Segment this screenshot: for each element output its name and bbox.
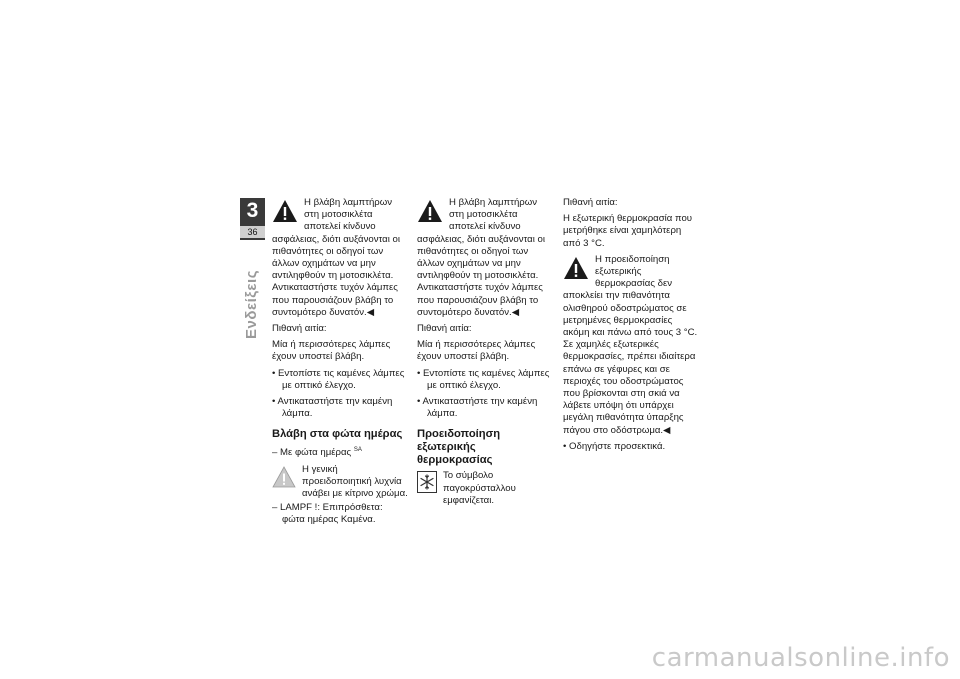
cause-label: Πιθανή αιτία: xyxy=(563,197,618,208)
warning-triangle-icon xyxy=(272,199,298,223)
dash-item: – LAMPF !: Επιπρόσθετα: φώτα ημέρας Καμένα. xyxy=(272,501,383,526)
list-item: • Εντοπίστε τις καμένες λάμπες με οπτικό έλεγχο. xyxy=(417,367,550,391)
list-item: • Αντικαταστήστε την καμένη λάμπα. xyxy=(272,396,393,420)
general-warning-light-icon xyxy=(272,466,296,488)
list-item: • Αντικαταστήστε την καμένη λάμπα. xyxy=(417,396,538,420)
warning-block xyxy=(563,254,699,437)
warning-text: Η βλάβη λαμπτήρων στη μοτοσικλέτα αποτελεί κίνδυνο ασφάλειας, διότι αυξάνονται οι πιθανότητες οι οδηγοί των άλλων οχημάτων να μην αντιληφθούν τη μοτοσικλέτα. Αντικαταστήστε τυχόν λάμπες που παρουσιάζουν βλάβη το συντομότερο δυνατόν.◀ xyxy=(272,197,400,318)
column-2 xyxy=(417,197,553,511)
cause-text: Μία ή περισσότερες λάμπες έχουν υποστεί βλάβη. xyxy=(417,339,536,363)
watermark: carmanualsonline.info xyxy=(651,643,950,673)
cause-text: Η εξωτερική θερμοκρασία που μετρήθηκε είναι χαμηλότερη από 3 °C. xyxy=(563,213,693,249)
column-3 xyxy=(563,197,699,457)
section-heading: Προειδοποίηση εξωτερικής θερμοκρασίας xyxy=(417,428,501,467)
warning-text: Η βλάβη λαμπτήρων στη μοτοσικλέτα αποτελεί κίνδυνο ασφάλειας, διότι αυξάνονται οι πιθανότητες οι οδηγοί των άλλων οχημάτων να μην αντιληφθούν τη μοτοσικλέτα. Αντικαταστήστε τυχόν λάμπες που παρουσιάζουν βλάβη το συντομότερο δυνατόν.◀ xyxy=(417,197,545,318)
warning-triangle-icon xyxy=(563,256,589,280)
snowflake-icon xyxy=(417,471,437,493)
cause-text: Μία ή περισσότερες λάμπες έχουν υποστεί βλάβη. xyxy=(272,339,391,363)
cause-label: Πιθανή αιτία: xyxy=(272,323,327,335)
snow-text: Το σύμβολο παγοκρύσταλλου εμφανίζεται. xyxy=(443,470,516,506)
general-warning-block xyxy=(272,464,408,502)
column-1 xyxy=(272,197,408,530)
warning-text: Η προειδοποίηση εξωτερικής θερμοκρασίας δεν αποκλείει την πιθανότητα ολισθηρού οδοστρώματος σε μετρημένες θερμοκρασίες ακόμη και πάνω από τους 3 °C. Σε χαμηλές εξωτερικές θερμοκρασίες, πρέπει ιδιαίτερα επάνω σε γέφυρες και σε περιοχές του οδοστρώματος που βρίσκονται στη σκιά να λάβετε υπόψη ότι υπάρχει μεγάλη πιθανότητα ύπαρξης πάγου στο οδόστρωμα.◀ xyxy=(563,253,698,436)
chapter-number: 3 xyxy=(246,199,259,222)
warning-triangle-icon xyxy=(417,199,443,223)
cause-label: Πιθανή αιτία: xyxy=(417,323,472,335)
sa-superscript: SA xyxy=(353,447,362,454)
warning-block xyxy=(272,197,408,319)
chapter-tab xyxy=(240,198,265,240)
general-warning-text: Η γενική προειδοποιητική λυχνία ανάβει με κίτρινο χρώμα. xyxy=(302,463,408,500)
chapter-label: Ενδείξεις xyxy=(243,270,260,339)
dash-item: – Με φώτα ημέρας $^{SA}$ xyxy=(272,447,362,459)
snow-block xyxy=(417,470,553,507)
list-item: • Οδηγήστε προσεκτικά. xyxy=(563,440,666,452)
page-number: 36 xyxy=(240,226,265,238)
warning-block xyxy=(417,197,553,319)
section-heading: Βλάβη στα φώτα ημέρας xyxy=(272,428,403,441)
list-item: • Εντοπίστε τις καμένες λάμπες με οπτικό έλεγχο. xyxy=(272,367,405,391)
